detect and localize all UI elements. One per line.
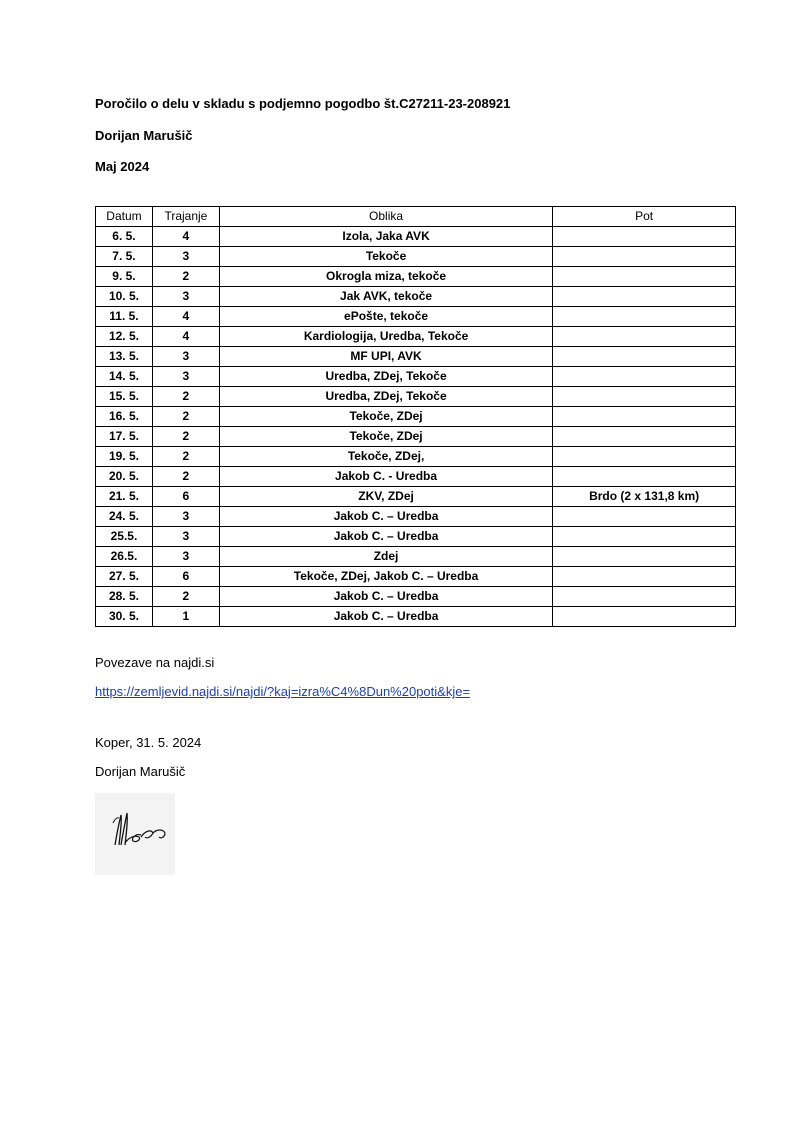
cell-datum: 28. 5. [96,587,153,607]
table-row [96,227,736,247]
table-row [96,567,736,587]
cell-oblika: Jakob C. - Uredba [219,467,552,487]
place-date: Koper, 31. 5. 2024 [95,735,202,750]
table-row [96,407,736,427]
cell-oblika: ePošte, tekoče [219,307,552,327]
cell-pot [553,307,736,327]
cell-pot [553,267,736,287]
cell-pot [553,327,736,347]
cell-trajanje: 3 [152,287,219,307]
cell-trajanje: 3 [152,547,219,567]
cell-oblika: Uredba, ZDej, Tekoče [219,367,552,387]
cell-pot [553,287,736,307]
cell-trajanje: 2 [152,267,219,287]
cell-pot [553,507,736,527]
cell-trajanje: 2 [152,447,219,467]
cell-trajanje: 4 [152,227,219,247]
table-row [96,467,736,487]
links-label: Povezave na najdi.si [95,655,215,670]
table-row [96,527,736,547]
cell-datum: 6. 5. [96,227,153,247]
cell-trajanje: 1 [152,607,219,627]
cell-datum: 11. 5. [96,307,153,327]
author-name: Dorijan Marušič [95,128,193,143]
cell-datum: 7. 5. [96,247,153,267]
cell-datum: 30. 5. [96,607,153,627]
cell-trajanje: 2 [152,427,219,447]
cell-oblika: ZKV, ZDej [219,487,552,507]
cell-pot [553,567,736,587]
cell-datum: 21. 5. [96,487,153,507]
cell-trajanje: 2 [152,587,219,607]
header-oblika: Oblika [219,207,552,227]
signer-name: Dorijan Marušič [95,764,186,779]
table-row [96,307,736,327]
cell-trajanje: 2 [152,407,219,427]
cell-datum: 17. 5. [96,427,153,447]
cell-datum: 26.5. [96,547,153,567]
cell-oblika: Jakob C. – Uredba [219,607,552,627]
cell-oblika: Izola, Jaka AVK [219,227,552,247]
cell-oblika: Jak AVK, tekoče [219,287,552,307]
cell-pot [553,247,736,267]
cell-pot [553,387,736,407]
table-row [96,247,736,267]
cell-trajanje: 3 [152,507,219,527]
cell-trajanje: 3 [152,247,219,267]
cell-oblika: Jakob C. – Uredba [219,507,552,527]
cell-pot [553,467,736,487]
cell-pot [553,347,736,367]
route-link[interactable]: https://zemljevid.najdi.si/najdi/?kaj=izra%C4%8Dun%20poti&kje= [95,684,471,699]
signature-scribble [95,793,175,875]
cell-datum: 24. 5. [96,507,153,527]
header-datum: Datum [96,207,153,227]
cell-datum: 19. 5. [96,447,153,467]
table-row [96,427,736,447]
cell-oblika: Jakob C. – Uredba [219,527,552,547]
cell-trajanje: 4 [152,327,219,347]
table-row [96,267,736,287]
table-row [96,347,736,367]
cell-datum: 14. 5. [96,367,153,387]
signature-image [95,793,175,875]
cell-pot [553,587,736,607]
work-report-table [95,206,736,627]
table-row [96,507,736,527]
cell-oblika: MF UPI, AVK [219,347,552,367]
cell-pot [553,427,736,447]
cell-trajanje: 6 [152,487,219,507]
cell-datum: 13. 5. [96,347,153,367]
cell-pot: Brdo (2 x 131,8 km) [553,487,736,507]
cell-trajanje: 3 [152,527,219,547]
cell-oblika: Tekoče [219,247,552,267]
cell-datum: 27. 5. [96,567,153,587]
cell-pot [553,607,736,627]
cell-oblika: Tekoče, ZDej [219,427,552,447]
table-row [96,487,736,507]
cell-datum: 25.5. [96,527,153,547]
cell-datum: 15. 5. [96,387,153,407]
cell-trajanje: 3 [152,367,219,387]
table-header-row [96,207,736,227]
cell-trajanje: 2 [152,467,219,487]
table-row [96,547,736,567]
cell-trajanje: 3 [152,347,219,367]
cell-oblika: Okrogla miza, tekoče [219,267,552,287]
table-row [96,387,736,407]
report-title: Poročilo o delu v skladu s podjemno pogodbo št.C27211-23-208921 [95,96,511,111]
cell-pot [553,447,736,467]
table-row [96,367,736,387]
cell-pot [553,527,736,547]
table-body [96,227,736,627]
cell-oblika: Tekoče, ZDej [219,407,552,427]
cell-oblika: Kardiologija, Uredba, Tekoče [219,327,552,347]
cell-oblika: Tekoče, ZDej, Jakob C. – Uredba [219,567,552,587]
table-row [96,287,736,307]
cell-trajanje: 4 [152,307,219,327]
report-month: Maj 2024 [95,159,150,174]
cell-pot [553,367,736,387]
cell-oblika: Jakob C. – Uredba [219,587,552,607]
cell-datum: 20. 5. [96,467,153,487]
cell-datum: 9. 5. [96,267,153,287]
cell-pot [553,227,736,247]
cell-pot [553,407,736,427]
cell-datum: 10. 5. [96,287,153,307]
cell-oblika: Uredba, ZDej, Tekoče [219,387,552,407]
cell-trajanje: 2 [152,387,219,407]
table-row [96,607,736,627]
header-pot: Pot [553,207,736,227]
header-trajanje: Trajanje [152,207,219,227]
cell-oblika: Tekoče, ZDej, [219,447,552,467]
table-row [96,447,736,467]
cell-trajanje: 6 [152,567,219,587]
cell-oblika: Zdej [219,547,552,567]
table-row [96,327,736,347]
cell-datum: 12. 5. [96,327,153,347]
table-row [96,587,736,607]
cell-datum: 16. 5. [96,407,153,427]
cell-pot [553,547,736,567]
